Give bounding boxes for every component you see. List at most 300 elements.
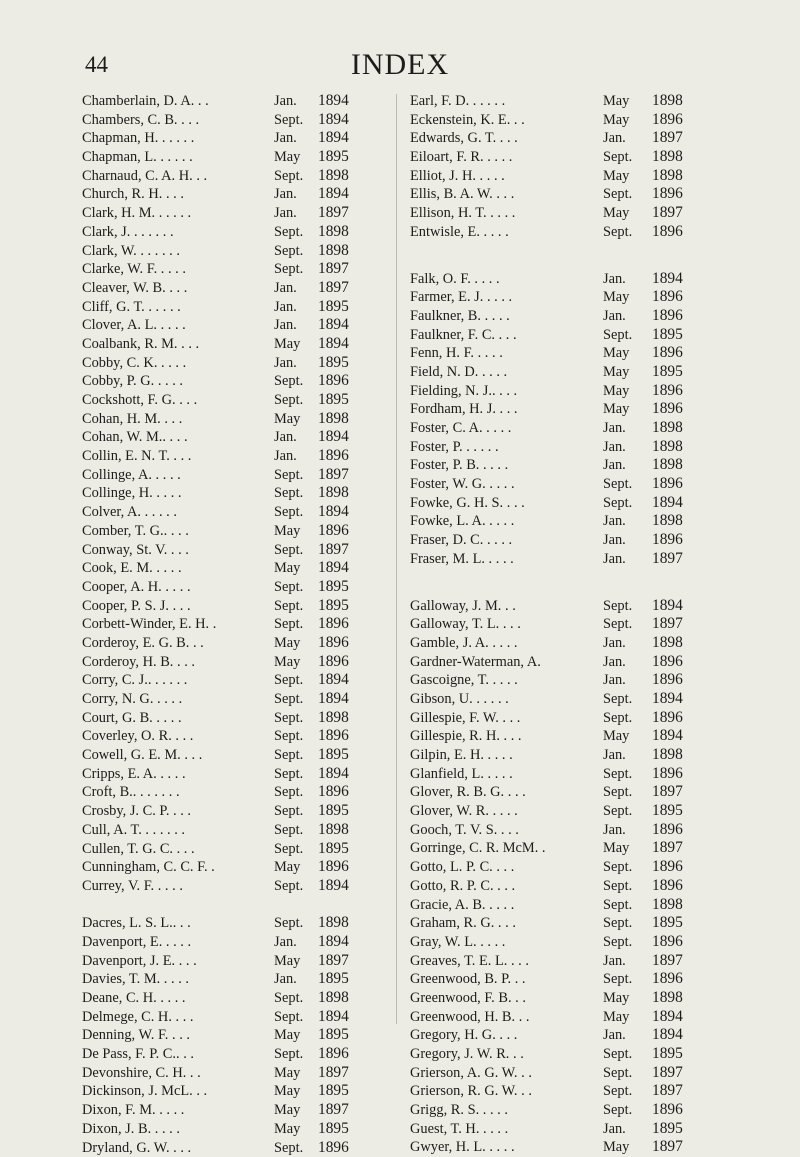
entry-year: 1894 — [318, 671, 349, 690]
entry-year: 1898 — [652, 989, 683, 1008]
entry-month: Sept. — [603, 223, 632, 242]
index-entry — [410, 148, 730, 167]
entry-name: Corry, N. G. . . . . — [82, 690, 182, 709]
index-entry — [410, 1064, 730, 1083]
index-entry — [82, 933, 384, 952]
entry-name: Graham, R. G. . . . — [410, 914, 516, 933]
entry-month: May — [603, 344, 629, 363]
entry-year: 1895 — [652, 914, 683, 933]
entry-year: 1897 — [318, 466, 349, 485]
entry-month: May — [603, 1138, 629, 1157]
entry-month: Sept. — [603, 802, 632, 821]
entry-month: Sept. — [603, 326, 632, 345]
entry-month: Jan. — [603, 270, 626, 289]
entry-year: 1897 — [652, 1138, 683, 1157]
entry-month: May — [603, 92, 629, 111]
entry-name: Cobby, P. G. . . . . — [82, 372, 183, 391]
entry-year: 1896 — [652, 344, 683, 363]
entry-year: 1895 — [318, 354, 349, 373]
entry-name: Field, N. D. . . . . — [410, 363, 507, 382]
entry-name: Cripps, E. A. . . . . — [82, 765, 186, 784]
index-entry — [82, 167, 384, 186]
entry-name: Faulkner, B. . . . . — [410, 307, 510, 326]
entry-name: Chambers, C. B. . . . — [82, 111, 199, 130]
entry-month: May — [603, 167, 629, 186]
entry-name: Cull, A. T. . . . . . . — [82, 821, 185, 840]
index-entry — [410, 653, 730, 672]
index-entry — [82, 1026, 384, 1045]
index-entry — [82, 92, 384, 111]
entry-month: Sept. — [274, 466, 303, 485]
entry-month: Sept. — [603, 475, 632, 494]
index-entry — [410, 307, 730, 326]
entry-name: Gracie, A. B. . . . . — [410, 896, 514, 915]
entry-year: 1897 — [318, 952, 349, 971]
entry-month: Sept. — [603, 185, 632, 204]
entry-name: Chamberlain, D. A. . . — [82, 92, 209, 111]
entry-name: Gray, W. L. . . . . — [410, 933, 505, 952]
entry-year: 1896 — [318, 1139, 349, 1157]
index-entry — [82, 428, 384, 447]
index-entry — [410, 970, 730, 989]
entry-month: May — [274, 559, 300, 578]
entry-year: 1897 — [652, 839, 683, 858]
entry-name: Colver, A. . . . . . — [82, 503, 177, 522]
index-entry — [82, 634, 384, 653]
index-entry — [82, 316, 384, 335]
entry-year: 1895 — [652, 326, 683, 345]
index-entry — [82, 391, 384, 410]
entry-name: Fowke, L. A. . . . . — [410, 512, 514, 531]
entry-year: 1895 — [652, 1045, 683, 1064]
entry-month: May — [274, 1082, 300, 1101]
entry-year: 1898 — [652, 438, 683, 457]
entry-month: May — [274, 952, 300, 971]
entry-name: Glover, W. R. . . . . — [410, 802, 518, 821]
entry-year: 1897 — [318, 541, 349, 560]
index-entry — [82, 615, 384, 634]
entry-month: Sept. — [274, 223, 303, 242]
entry-year: 1894 — [318, 1008, 349, 1027]
entry-name: Ellis, B. A. W. . . . — [410, 185, 514, 204]
entry-month: Sept. — [603, 1101, 632, 1120]
entry-month: Sept. — [274, 877, 303, 896]
entry-name: Cooper, P. S. J. . . . — [82, 597, 191, 616]
column-divider — [396, 94, 397, 1024]
entry-name: Cockshott, F. G. . . . — [82, 391, 197, 410]
entry-name: Cullen, T. G. C. . . . — [82, 840, 195, 859]
index-entry — [82, 410, 384, 429]
entry-year: 1896 — [318, 634, 349, 653]
index-entry — [82, 1064, 384, 1083]
index-entry — [410, 475, 730, 494]
index-entry — [410, 550, 730, 569]
entry-year: 1895 — [652, 363, 683, 382]
entry-month: May — [274, 634, 300, 653]
entry-year: 1896 — [652, 709, 683, 728]
entry-name: Gamble, J. A. . . . . — [410, 634, 518, 653]
entry-month: Sept. — [274, 690, 303, 709]
index-entry — [410, 802, 730, 821]
entry-name: Charnaud, C. A. H. . . — [82, 167, 207, 186]
entry-year: 1894 — [318, 185, 349, 204]
index-entry — [82, 185, 384, 204]
index-entry — [82, 783, 384, 802]
section-spacer — [410, 569, 730, 597]
entry-name: Cleaver, W. B. . . . — [82, 279, 187, 298]
index-entry — [82, 709, 384, 728]
index-entry — [82, 204, 384, 223]
entry-month: Sept. — [603, 858, 632, 877]
index-entry — [82, 765, 384, 784]
entry-name: Gwyer, H. L. . . . . — [410, 1138, 515, 1157]
entry-year: 1895 — [318, 746, 349, 765]
index-entry — [410, 167, 730, 186]
entry-month: May — [274, 1026, 300, 1045]
entry-month: Jan. — [603, 512, 626, 531]
entry-month: May — [274, 410, 300, 429]
entry-month: Jan. — [274, 185, 297, 204]
entry-name: Farmer, E. J. . . . . — [410, 288, 512, 307]
entry-month: Sept. — [274, 260, 303, 279]
entry-name: Greenwood, B. P. . . — [410, 970, 526, 989]
entry-year: 1894 — [318, 428, 349, 447]
entry-year: 1898 — [318, 709, 349, 728]
entry-month: Sept. — [274, 484, 303, 503]
entry-name: Gascoigne, T. . . . . — [410, 671, 518, 690]
entry-name: Galloway, T. L. . . . — [410, 615, 521, 634]
section-spacer — [410, 242, 730, 270]
entry-name: Croft, B.. . . . . . . — [82, 783, 180, 802]
index-entry — [82, 447, 384, 466]
entry-month: Sept. — [603, 783, 632, 802]
entry-year: 1896 — [318, 447, 349, 466]
entry-month: Jan. — [274, 279, 297, 298]
entry-year: 1894 — [318, 559, 349, 578]
index-entry — [410, 858, 730, 877]
index-entry — [410, 494, 730, 513]
index-entry — [410, 129, 730, 148]
index-entry — [410, 896, 730, 915]
entry-month: Sept. — [274, 597, 303, 616]
entry-year: 1896 — [652, 858, 683, 877]
entry-year: 1897 — [652, 615, 683, 634]
entry-name: Cohan, W. M.. . . . — [82, 428, 188, 447]
index-entry — [410, 512, 730, 531]
entry-name: Gilpin, E. H. . . . . — [410, 746, 513, 765]
entry-month: May — [274, 335, 300, 354]
entry-year: 1896 — [318, 1045, 349, 1064]
index-entry — [82, 952, 384, 971]
entry-year: 1898 — [652, 148, 683, 167]
entry-name: Earl, F. D. . . . . . — [410, 92, 505, 111]
entry-name: Devonshire, C. H. . . — [82, 1064, 201, 1083]
entry-month: Sept. — [603, 1064, 632, 1083]
index-entry — [82, 914, 384, 933]
entry-name: Clover, A. L. . . . . — [82, 316, 186, 335]
entry-month: Jan. — [274, 354, 297, 373]
entry-name: Falk, O. F. . . . . — [410, 270, 500, 289]
entry-year: 1896 — [652, 111, 683, 130]
entry-month: Jan. — [603, 129, 626, 148]
index-entry — [82, 858, 384, 877]
entry-year: 1896 — [318, 653, 349, 672]
entry-name: Comber, T. G.. . . . — [82, 522, 189, 541]
entry-name: De Pass, F. P. C.. . . — [82, 1045, 194, 1064]
entry-name: Gotto, L. P. C. . . . — [410, 858, 514, 877]
entry-name: Fordham, H. J. . . . — [410, 400, 518, 419]
entry-name: Gillespie, F. W. . . . — [410, 709, 520, 728]
entry-month: Sept. — [603, 970, 632, 989]
entry-month: Sept. — [274, 242, 303, 261]
index-column-left — [82, 92, 384, 1157]
entry-name: Dacres, L. S. L.. . . — [82, 914, 191, 933]
index-entry — [82, 690, 384, 709]
index-entry — [410, 400, 730, 419]
entry-month: Sept. — [603, 765, 632, 784]
entry-name: Foster, W. G. . . . . — [410, 475, 515, 494]
index-entry — [82, 1008, 384, 1027]
entry-year: 1894 — [318, 316, 349, 335]
entry-month: May — [603, 111, 629, 130]
index-entry — [410, 821, 730, 840]
entry-year: 1894 — [318, 933, 349, 952]
entry-year: 1894 — [318, 503, 349, 522]
entry-name: Deane, C. H. . . . . — [82, 989, 186, 1008]
entry-year: 1894 — [652, 1008, 683, 1027]
entry-year: 1896 — [652, 531, 683, 550]
entry-month: Sept. — [603, 1045, 632, 1064]
entry-name: Church, R. H. . . . — [82, 185, 184, 204]
entry-name: Collinge, A. . . . . — [82, 466, 181, 485]
entry-name: Entwisle, E. . . . . — [410, 223, 509, 242]
entry-name: Collin, E. N. T. . . . — [82, 447, 191, 466]
entry-year: 1896 — [652, 400, 683, 419]
entry-month: Jan. — [603, 419, 626, 438]
entry-year: 1894 — [652, 727, 683, 746]
entry-name: Cliff, G. T. . . . . . — [82, 298, 181, 317]
entry-month: Jan. — [603, 746, 626, 765]
page-number: 44 — [85, 52, 108, 78]
index-entry — [82, 653, 384, 672]
entry-month: May — [603, 400, 629, 419]
index-entry — [410, 438, 730, 457]
entry-year: 1895 — [318, 578, 349, 597]
entry-name: Foster, P. . . . . . — [410, 438, 499, 457]
entry-name: Faulkner, F. C. . . . — [410, 326, 517, 345]
entry-name: Gotto, R. P. C. . . . — [410, 877, 515, 896]
entry-name: Dixon, J. B. . . . . — [82, 1120, 180, 1139]
entry-name: Clark, W. . . . . . . — [82, 242, 180, 261]
entry-year: 1898 — [652, 896, 683, 915]
entry-year: 1898 — [652, 512, 683, 531]
entry-name: Grigg, R. S. . . . . — [410, 1101, 508, 1120]
entry-year: 1895 — [652, 1120, 683, 1139]
entry-name: Gooch, T. V. S. . . . — [410, 821, 519, 840]
index-entry — [82, 129, 384, 148]
entry-name: Clark, H. M. . . . . . — [82, 204, 191, 223]
index-entry — [410, 288, 730, 307]
entry-month: Sept. — [274, 391, 303, 410]
index-entry — [82, 372, 384, 391]
entry-month: Sept. — [274, 1008, 303, 1027]
entry-month: May — [274, 1101, 300, 1120]
index-entry — [410, 765, 730, 784]
entry-month: Jan. — [603, 671, 626, 690]
entry-name: Corderoy, H. B. . . . — [82, 653, 195, 672]
entry-month: Sept. — [274, 372, 303, 391]
entry-name: Currey, V. F. . . . . — [82, 877, 183, 896]
entry-year: 1898 — [318, 821, 349, 840]
entry-month: Sept. — [274, 709, 303, 728]
entry-name: Chapman, H. . . . . . — [82, 129, 194, 148]
index-entry — [410, 989, 730, 1008]
entry-year: 1895 — [318, 597, 349, 616]
index-entry — [82, 840, 384, 859]
entry-name: Corry, C. J.. . . . . . — [82, 671, 187, 690]
index-entry — [410, 270, 730, 289]
entry-year: 1894 — [652, 494, 683, 513]
index-entry — [410, 1082, 730, 1101]
entry-month: Jan. — [603, 634, 626, 653]
entry-year: 1897 — [652, 1064, 683, 1083]
entry-name: Clark, J. . . . . . . — [82, 223, 174, 242]
entry-name: Fowke, G. H. S. . . . — [410, 494, 525, 513]
index-entry — [410, 204, 730, 223]
entry-month: Jan. — [603, 1120, 626, 1139]
index-entry — [410, 746, 730, 765]
entry-month: May — [603, 204, 629, 223]
index-entry — [410, 344, 730, 363]
index-entry — [410, 727, 730, 746]
entry-name: Cooper, A. H. . . . . — [82, 578, 191, 597]
entry-month: May — [274, 1064, 300, 1083]
entry-year: 1896 — [318, 858, 349, 877]
entry-month: Jan. — [603, 821, 626, 840]
entry-year: 1896 — [652, 970, 683, 989]
entry-year: 1896 — [652, 877, 683, 896]
index-entry — [82, 260, 384, 279]
entry-name: Greaves, T. E. L. . . . — [410, 952, 529, 971]
entry-year: 1898 — [652, 92, 683, 111]
entry-name: Gregory, J. W. R. . . — [410, 1045, 524, 1064]
entry-year: 1898 — [318, 410, 349, 429]
entry-name: Dryland, G. W. . . . — [82, 1139, 191, 1157]
entry-name: Fenn, H. F. . . . . — [410, 344, 503, 363]
index-entry — [82, 1101, 384, 1120]
entry-name: Eiloart, F. R. . . . . — [410, 148, 512, 167]
index-entry — [410, 419, 730, 438]
index-entry — [82, 242, 384, 261]
entry-month: Jan. — [274, 298, 297, 317]
entry-year: 1894 — [652, 597, 683, 616]
entry-month: May — [274, 858, 300, 877]
index-entry — [82, 354, 384, 373]
entry-year: 1897 — [652, 952, 683, 971]
entry-year: 1894 — [318, 92, 349, 111]
entry-name: Dixon, F. M. . . . . — [82, 1101, 184, 1120]
index-entry — [82, 466, 384, 485]
index-entry — [410, 382, 730, 401]
entry-month: Jan. — [603, 456, 626, 475]
entry-name: Delmege, C. H. . . . — [82, 1008, 194, 1027]
entry-year: 1898 — [652, 634, 683, 653]
entry-year: 1894 — [652, 690, 683, 709]
entry-year: 1897 — [318, 204, 349, 223]
entry-month: Sept. — [274, 578, 303, 597]
entry-name: Fraser, M. L. . . . . — [410, 550, 514, 569]
index-entry — [410, 326, 730, 345]
entry-year: 1897 — [652, 550, 683, 569]
entry-year: 1894 — [318, 765, 349, 784]
entry-year: 1896 — [652, 765, 683, 784]
entry-month: Sept. — [274, 167, 303, 186]
entry-name: Fraser, D. C. . . . . — [410, 531, 512, 550]
entry-name: Collinge, H. . . . . — [82, 484, 182, 503]
index-entry — [82, 727, 384, 746]
index-entry — [410, 92, 730, 111]
entry-month: Jan. — [603, 952, 626, 971]
index-entry — [82, 970, 384, 989]
entry-name: Galloway, J. M. . . — [410, 597, 516, 616]
index-entry — [82, 111, 384, 130]
entry-year: 1897 — [652, 783, 683, 802]
entry-year: 1894 — [652, 1026, 683, 1045]
entry-year: 1897 — [318, 260, 349, 279]
entry-month: Jan. — [274, 428, 297, 447]
entry-year: 1894 — [318, 129, 349, 148]
entry-year: 1897 — [652, 1082, 683, 1101]
entry-name: Ellison, H. T. . . . . — [410, 204, 515, 223]
entry-year: 1894 — [318, 335, 349, 354]
entry-year: 1897 — [652, 129, 683, 148]
index-entry — [410, 671, 730, 690]
entry-year: 1896 — [652, 671, 683, 690]
index-entry — [410, 456, 730, 475]
entry-year: 1894 — [318, 111, 349, 130]
entry-year: 1896 — [652, 1101, 683, 1120]
entry-month: May — [274, 1120, 300, 1139]
index-entry — [410, 615, 730, 634]
index-entry — [82, 1082, 384, 1101]
entry-month: Sept. — [603, 896, 632, 915]
entry-name: Glanfield, L. . . . . — [410, 765, 513, 784]
index-entry — [410, 709, 730, 728]
entry-year: 1896 — [318, 522, 349, 541]
entry-month: Jan. — [603, 438, 626, 457]
index-entry — [82, 671, 384, 690]
entry-month: Sept. — [603, 494, 632, 513]
entry-month: Sept. — [603, 877, 632, 896]
entry-name: Edwards, G. T. . . . — [410, 129, 518, 148]
entry-month: May — [274, 148, 300, 167]
index-entry — [82, 298, 384, 317]
index-entry — [82, 877, 384, 896]
entry-year: 1896 — [652, 307, 683, 326]
index-entry — [82, 335, 384, 354]
index-entry — [82, 746, 384, 765]
entry-year: 1895 — [318, 1082, 349, 1101]
entry-month: Sept. — [274, 1139, 303, 1157]
entry-name: Fielding, N. J.. . . . — [410, 382, 517, 401]
entry-year: 1896 — [318, 727, 349, 746]
entry-month: Sept. — [603, 1082, 632, 1101]
entry-year: 1895 — [318, 1026, 349, 1045]
index-entry — [410, 1120, 730, 1139]
entry-name: Greenwood, H. B. . . — [410, 1008, 530, 1027]
index-entry — [82, 148, 384, 167]
index-entry — [410, 597, 730, 616]
